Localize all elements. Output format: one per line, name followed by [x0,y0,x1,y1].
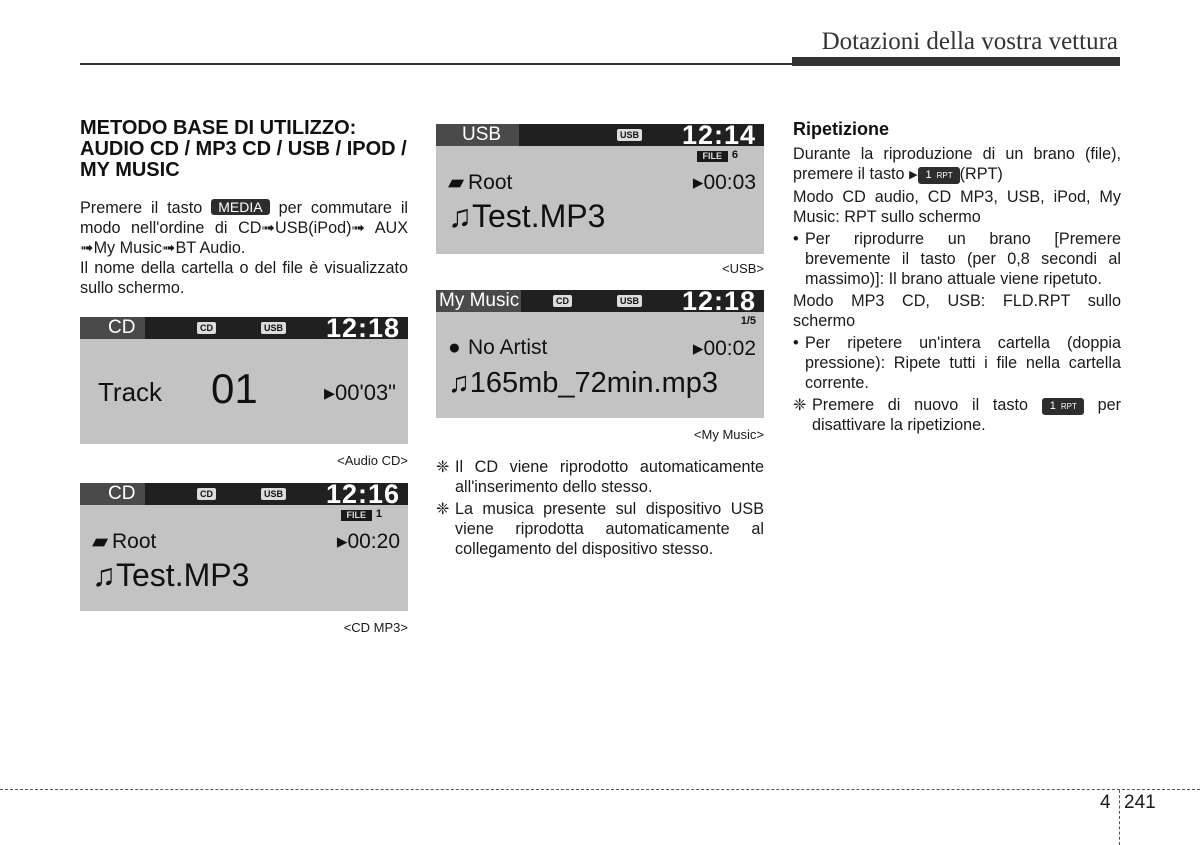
elapsed-time: ▸00:02 [692,337,756,360]
folder-name: Root [468,171,513,194]
screen-mode: CD [80,483,145,505]
usb-indicator: USB [261,488,286,500]
song-name: Test.MP3 [472,198,606,234]
screen-clock: 12:14 [681,124,756,150]
song-name: Test.MP3 [116,557,250,593]
folder-name: Root [112,530,157,553]
text: Premere di nuovo il tasto [812,396,1028,414]
page-number: 241 [1124,792,1156,813]
note-cd-autoplay [436,457,764,497]
rpt-key-number: 1 [1049,400,1056,412]
song-row [92,557,249,594]
usb-indicator: USB [261,322,286,334]
screen-clock: 12:18 [325,317,400,343]
caption-usb: <USB> [722,261,764,276]
text: Il CD viene riprodotto automaticamente all'inserimento dello stesso. [455,458,764,496]
cd-indicator: CD [197,322,216,334]
section-heading: METODO BASE DI UTILIZZO: AUDIO CD / MP3 CD / USB / IPOD / MY MUSIC [80,117,407,181]
text: per commutare il modo nell'ordine di CD➟USB(iPod)➟ AUX ➟My Music➟BT Audio. [80,199,409,257]
footer-vertical-divider [1119,790,1120,845]
artist-name: No Artist [468,336,548,359]
file-badge: FILE [697,151,729,162]
paragraph-repeat-intro [793,144,1121,185]
play-arrow-icon: ▶ [909,169,918,181]
media-key: MEDIA [211,199,269,215]
artist-row [448,336,547,360]
song-row [448,198,605,235]
file-badge: FILE [341,510,373,521]
paragraph-mode-mp3: Modo MP3 CD, USB: FLD.RPT sullo schermo [793,292,1121,330]
footer-divider [0,789,1200,790]
folder-icon: ▰ [448,171,465,194]
file-number: 1 [375,508,382,520]
note-symbol-icon: ❈ [436,458,450,476]
usb-indicator: USB [617,295,642,307]
text: Durante la riproduzione di un brano (file), premere il tasto [793,145,1121,183]
usb-indicator: USB [617,129,642,141]
text: Premere il tasto [80,199,203,217]
rpt-key [1042,398,1084,415]
music-note-icon: ♫ [448,198,472,234]
note-symbol-icon: ❈ [436,500,450,518]
cd-indicator: CD [553,295,572,307]
column-3 [793,118,1121,435]
caption-my-music: <My Music> [693,427,764,442]
elapsed-time: ▸00'03" [324,380,396,405]
rpt-key-label: RPT [1060,402,1077,411]
screen-mode: CD [80,317,145,339]
paragraph-media [80,198,408,258]
folder-row [448,170,512,195]
rpt-key [918,167,960,184]
rpt-key-label: RPT [936,171,953,180]
music-note-icon: ♫ [92,557,116,593]
file-number: 6 [731,149,738,161]
note-usb-autoplay [436,499,764,559]
my-music-screen [436,290,764,418]
note-disable-repeat [793,395,1121,435]
screen-mode: My Music [436,290,521,312]
music-note-icon: ♫ [448,367,470,399]
paragraph-mode-cd: Modo CD audio, CD MP3, USB, iPod, My Music: RPT sullo schermo [793,188,1121,226]
bullet-repeat-folder: • Per ripetere un'intera cartella (doppia pressione): Ripete tutti i file nella cartella corrente. [793,333,1121,393]
elapsed-time: ▸00:03 [692,171,756,194]
page-header-title: Dotazioni della vostra vettura [821,28,1118,55]
column-2 [436,124,764,559]
text: per disattivare la ripetizione. [812,396,1121,434]
cd-indicator: CD [197,488,216,500]
track-number: 01 [211,365,258,412]
audio-cd-screen [80,317,408,444]
screen-clock: 12:16 [325,483,400,509]
song-name: 165mb_72min.mp3 [469,367,719,399]
caption-cd-mp3: <CD MP3> [343,620,408,635]
track-label: Track [98,377,163,407]
folder-icon: ▰ [92,530,109,553]
header-rule [80,63,1120,65]
elapsed-time: ▸00:20 [336,530,400,553]
track-count: 1/5 [740,315,756,327]
screen-mode: USB [436,124,519,146]
chapter-number: 4 [1100,792,1111,813]
cd-mp3-screen [80,483,408,611]
text: La musica presente sul dispositivo USB viene riprodotta automaticamente al collegamento del dispositivo stesso. [455,500,764,558]
text: (RPT) [959,165,1003,183]
subsection-heading: Ripetizione [793,119,890,139]
note-symbol-icon: ❈ [793,396,807,414]
folder-row [92,529,156,554]
song-row [448,367,718,400]
caption-audio-cd: <Audio CD> [337,453,408,468]
rpt-key-number: 1 [925,169,932,181]
bullet-repeat-track: • Per riprodurre un brano [Premere brevemente il tasto (per 0,8 secondi al massimo)]: Il brano attuale viene ripetuto. [793,229,1121,289]
column-1 [80,118,408,650]
screen-clock: 12:18 [681,290,756,316]
person-icon: ● [448,336,461,359]
paragraph-folder-name: Il nome della cartella o del file è visualizzato sullo schermo. [80,259,408,297]
usb-screen [436,124,764,254]
